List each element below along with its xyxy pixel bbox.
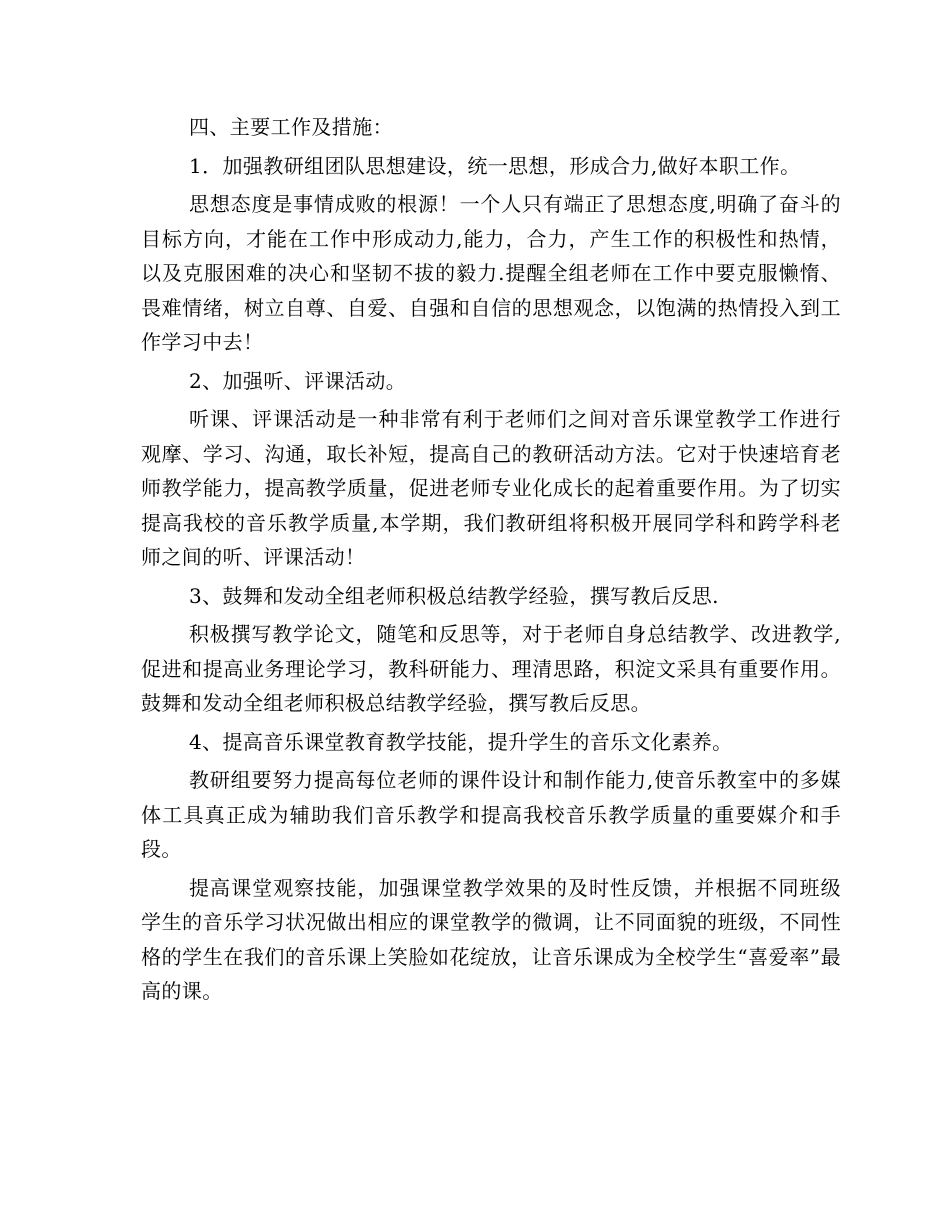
item-1-heading: 1．加强教研组团队思想建设，统一思想，形成合力,做好本职工作。 — [189, 153, 801, 178]
item-4-paragraph-2: 提高课堂观察技能，加强课堂教学效果的及时性反馈，并根据不同班级学生的音乐学习状况做出相应的课堂教学的微调，让不同面貌的班级，不同性格的学生在我们的音乐课上笑脸如花绽放，让音乐课成为全校学生“喜爱率”最高的课。 — [141, 875, 841, 1003]
item-2-paragraph-1: 听课、评课活动是一种非常有利于老师们之间对音乐课堂教学工作进行观摩、学习、沟通，取长补短，提高自己的教研活动方法。它对于快速培育老师教学能力，提高教学质量，促进老师专业化成长的起着重要作用。为了切实提高我校的音乐教学质量,本学期，我们教研组将积极开展同学科和跨学科老师之间的听、评课活动！ — [141, 407, 841, 569]
item-4-heading: 4、提高音乐课堂教育教学技能，提升学生的音乐文化素养。 — [189, 729, 733, 754]
section-heading: 四、主要工作及措施： — [189, 115, 393, 139]
item-4-paragraph-1: 教研组要努力提高每位老师的课件设计和制作能力,使音乐教室中的多媒体工具真正成为辅助我们音乐教学和提高我校音乐教学质量的重要媒介和手段。 — [141, 768, 841, 861]
item-2-heading: 2、加强听、评课活动。 — [189, 368, 407, 393]
document-body — [141, 110, 841, 1013]
item-3-heading: 3、鼓舞和发动全组老师积极总结教学经验，撰写教后反思. — [189, 583, 719, 608]
item-3-paragraph-1: 积极撰写教学论文，随笔和反思等，对于老师自身总结教学、改进教学,促进和提高业务理论学习，教科研能力、理清思路，积淀文采具有重要作用。鼓舞和发动全组老师积极总结教学经验，撰写教后反思。 — [141, 622, 841, 715]
item-1-paragraph-1: 思想态度是事情成败的根源！一个人只有端正了思想态度,明确了奋斗的目标方向，才能在工作中形成动力,能力，合力，产生工作的积极性和热情，以及克服困难的决心和坚韧不拔的毅力.提醒全组老师在工作中要克服懒惰、畏难情绪，树立自尊、自爱、自强和自信的思想观念，以饱满的热情投入到工作学习中去！ — [141, 192, 841, 354]
